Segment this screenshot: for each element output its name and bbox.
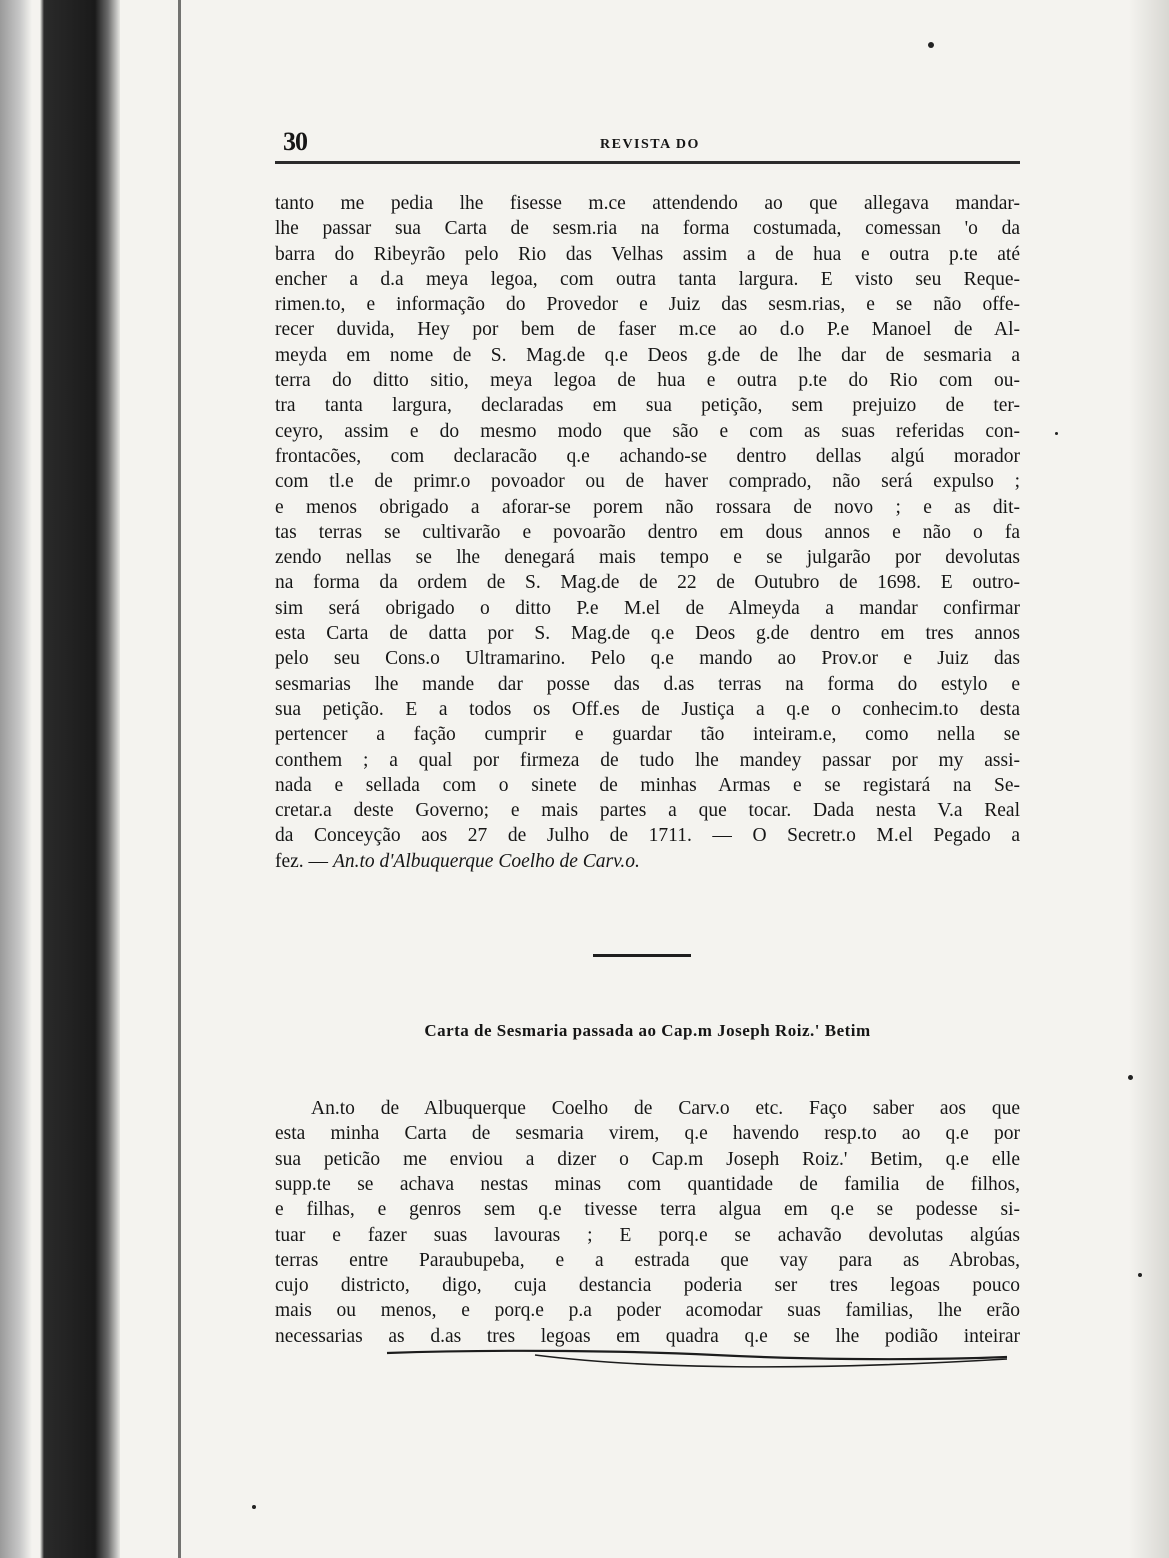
text-line: terra do ditto sitio, meya legoa de hua e outra p.te do Rio com ou- (275, 370, 1020, 392)
text-line: lhe passar sua Carta de sesm.ria na forma costumada, comessan 'o da (275, 218, 1020, 240)
closing-prefix: fez. — (275, 850, 333, 872)
text-line: pertencer a fação cumprir e guardar tão inteiram.e, como nella se (275, 724, 1020, 746)
closing-line (275, 849, 1020, 874)
document-page (275, 125, 1020, 1349)
text-line: rimen.to, e informação do Provedor e Juiz das sesm.rias, e se não offe- (275, 294, 1020, 316)
page-number: 30 (283, 127, 307, 156)
signature: An.to d'Albuquerque Coelho de Carv.o. (332, 850, 640, 872)
text-line: An.to de Albuquerque Coelho de Carv.o etc. Faço saber aos que (311, 1098, 1020, 1120)
text-line: pelo seu Cons.o Ultramarino. Pelo q.e mando ao Prov.or e Juiz das (275, 648, 1020, 670)
text-line: com tl.e de primr.o povoador ou de haver comprado, não será expulso ; (275, 471, 1020, 493)
binding-edge-line (178, 0, 181, 1558)
text-line: conthem ; a qual por firmeza de tudo lhe mandey passar por my assi- (275, 749, 1020, 771)
ink-speck (1055, 432, 1058, 435)
text-line: tra tanta largura, declaradas em sua petição, sem prejuizo de ter- (275, 395, 1020, 417)
text-line: zendo nellas se lhe denegará mais tempo e se julgarão por devolutas (275, 547, 1020, 569)
text-line: tuar e fazer suas lavouras ; E porq.e se achavão devolutas algúas (275, 1224, 1020, 1246)
ink-speck (1138, 1273, 1142, 1277)
text-line: mais ou menos, e porq.e p.a poder acomodar suas familias, lhe erão (275, 1300, 1020, 1322)
text-line: sesmarias lhe mande dar posse das d.as terras na forma do estylo e (275, 673, 1020, 695)
section-text (275, 1096, 1020, 1349)
text-line: ceyro, assim e do mesmo modo que são e com as suas referidas con- (275, 420, 1020, 442)
text-line: recer duvida, Hey por bem de faser m.ce ao d.o P.e Manoel de Al- (275, 319, 1020, 341)
text-line: e menos obrigado a aforar-se porem não rossara de novo ; e as dit- (275, 496, 1020, 518)
text-line: tas terras se cultivarão e povoarão dentro em dous annos e não o fa (275, 521, 1020, 543)
book-binding-shadow (0, 0, 120, 1558)
text-line: sim será obrigado o ditto P.e M.el de Almeyda a mandar confirmar (275, 597, 1020, 619)
text-line: supp.te se achava nestas minas com quantidade de familia de filhos, (275, 1173, 1020, 1195)
text-line: na forma da ordem de S. Mag.de de 22 de Outubro de 1698. E outro- (275, 572, 1020, 594)
text-line: nada e sellada com o sinete de minhas Armas e se registará na Se- (275, 774, 1020, 796)
section-divider (593, 954, 691, 957)
text-line: esta Carta de datta por S. Mag.de q.e Deos g.de dentro em tres annos (275, 623, 1020, 645)
running-head (275, 125, 1020, 164)
text-line: esta minha Carta de sesmaria virem, q.e havendo resp.to ao q.e por (275, 1123, 1020, 1145)
text-line: sua peticão me enviou a dizer o Cap.m Joseph Roiz.' Betim, q.e elle (275, 1148, 1020, 1170)
continuation-text (275, 191, 1020, 874)
page-edge-shadow (1129, 0, 1169, 1558)
text-line: da Conceyção aos 27 de Julho de 1711. — O Secretr.o M.el Pegado a (275, 825, 1020, 847)
text-line: terras entre Paraubupeba, e a estrada que vay para as Abrobas, (275, 1249, 1020, 1271)
text-line: encher a d.a meya legoa, com outra tanta largura. E visto seu Reque- (275, 268, 1020, 290)
text-line: tanto me pedia lhe fisesse m.ce attendendo ao que allegava mandar- (275, 193, 1020, 214)
ink-speck (252, 1505, 256, 1509)
handwritten-underline (385, 1347, 1010, 1377)
text-line: frontacões, com declaracão q.e achando-se dentro dellas algú morador (275, 445, 1020, 467)
section-heading: Carta de Sesmaria passada ao Cap.m Joseph Roiz.' Betim (424, 1021, 871, 1041)
journal-title: REVISTA DO (600, 137, 700, 152)
text-line: barra do Ribeyrão pelo Rio das Velhas assim a de hua e outra p.te até (275, 243, 1020, 265)
text-line: cujo districto, digo, cuja destancia poderia ser tres legoas pouco (275, 1275, 1020, 1297)
ink-speck (928, 42, 934, 48)
text-line: cretar.a deste Governo; e mais partes a que tocar. Dada nesta V.a Real (275, 800, 1020, 822)
text-line: e filhas, e genros sem q.e tivesse terra algua em q.e se podesse si- (275, 1199, 1020, 1221)
text-line: sua petição. E a todos os Off.es de Justiça a q.e o conhecim.to desta (275, 698, 1020, 720)
text-line: necessarias as d.as tres legoas em quadra q.e se lhe podião inteirar (275, 1325, 1020, 1347)
text-line: meyda em nome de S. Mag.de q.e Deos g.de de lhe dar de sesmaria a (275, 344, 1020, 366)
ink-speck (1128, 1075, 1133, 1080)
